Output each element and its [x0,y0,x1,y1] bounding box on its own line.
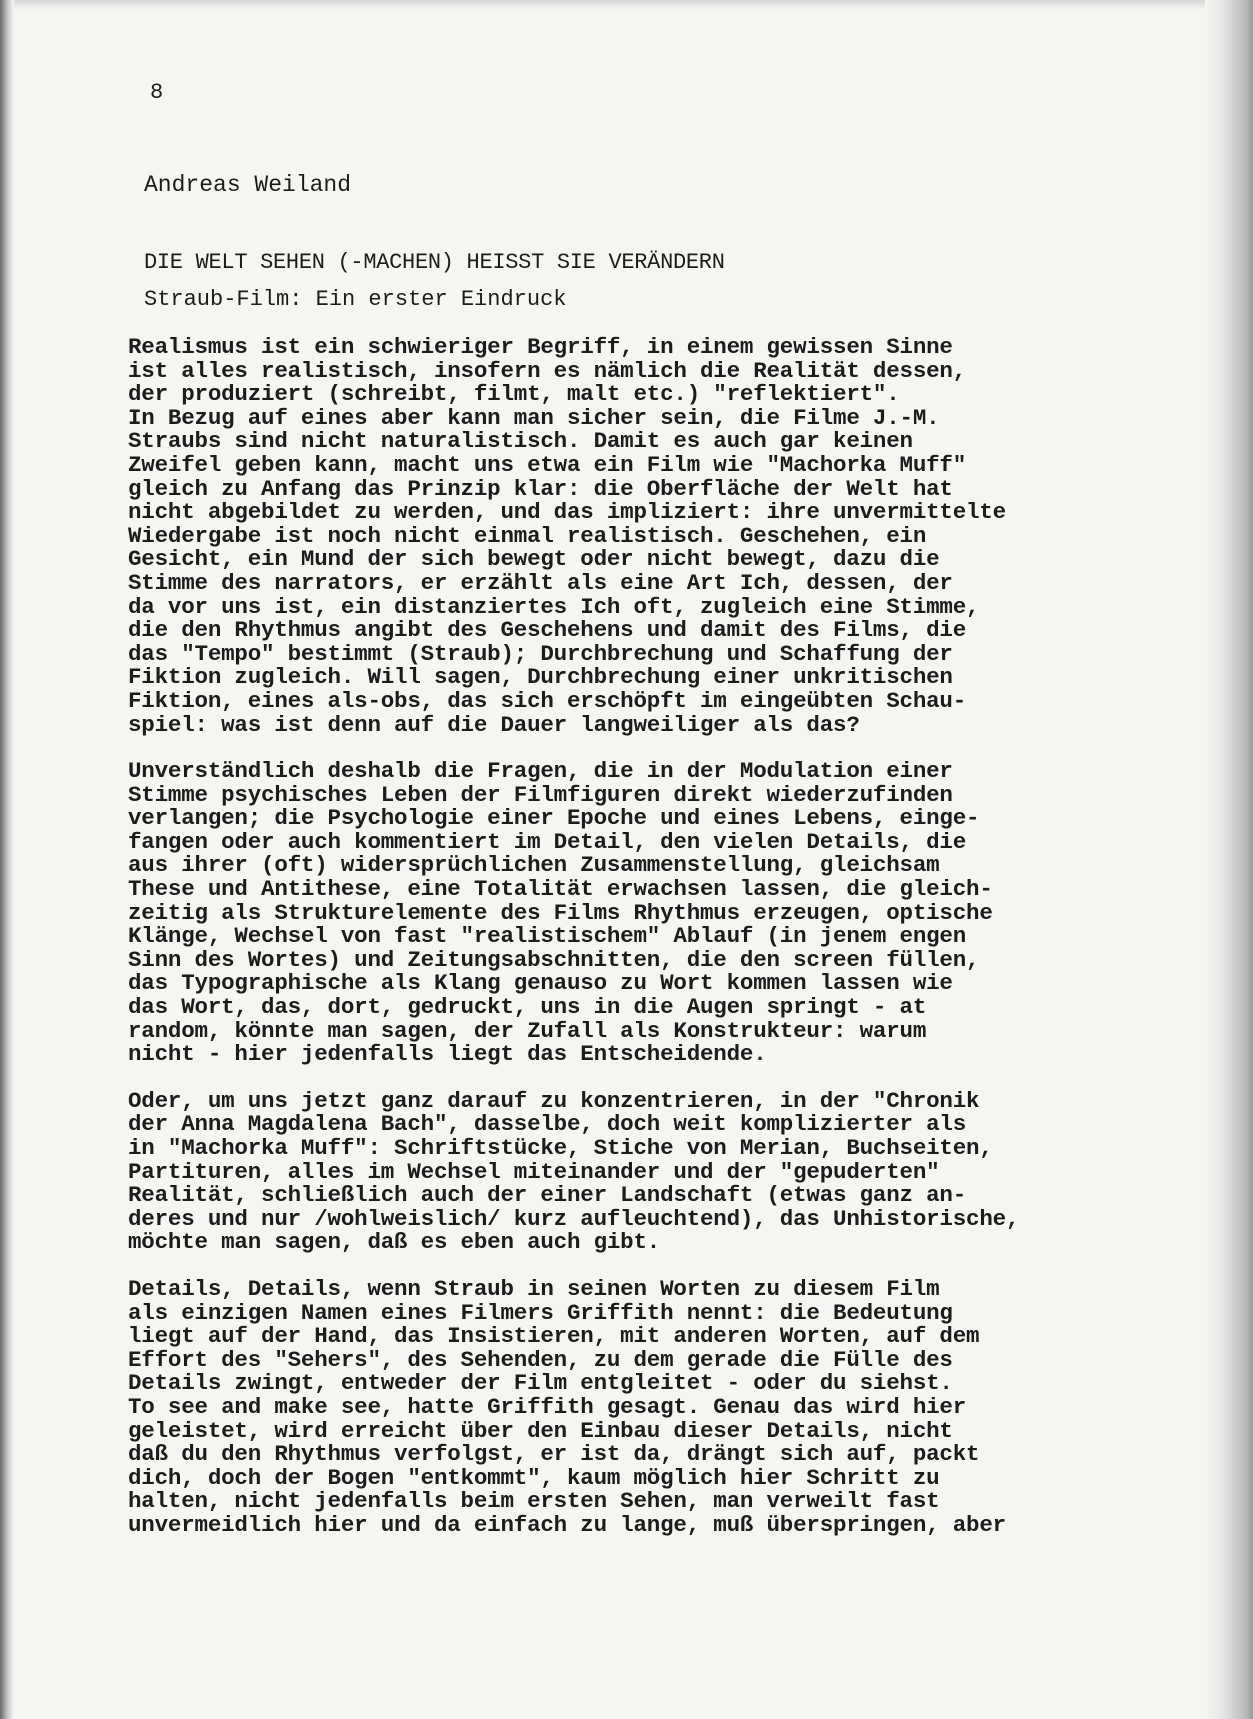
text-line: ist alles realistisch, insofern es nämlich die Realität dessen, [128,357,967,384]
text-line: in "Machorka Muff": Schriftstücke, Stiche von Merian, Buchseiten, [128,1135,993,1161]
text-line: Sinn des Wortes) und Zeitungsabschnitten, die den screen füllen, [128,946,980,973]
text-line: Oder, um uns jetzt ganz darauf zu konzentrieren, in der "Chronik [128,1087,980,1114]
page-number: 8 [150,80,164,105]
text-line: als einzigen Namen eines Filmers Griffith nennt: die Bedeutung [128,1299,953,1326]
text-line: die den Rhythmus angibt des Geschehens und damit des Films, die [128,617,967,644]
text-line: Stimme des narrators, er erzählt als eine Art Ich, dessen, der [128,569,953,596]
text-line: Realität, schließlich auch der einer Landschaft (etwas ganz an- [128,1182,967,1209]
paragraph [128,1087,1208,1256]
text-line: Zweifel geben kann, macht uns etwa ein Film wie "Machorka Muff" [128,451,967,478]
text-line: das "Tempo" bestimmt (Straub); Durchbrechung und Schaffung der [128,640,953,667]
text-line: das Typographische als Klang genauso zu Wort kommen lassen wie [128,970,953,997]
text-line: der produziert (schreibt, filmt, malt etc.) "reflektiert". [128,381,900,408]
text-line: verlangen; die Psychologie einer Epoche und eines Lebens, einge- [128,805,980,832]
text-line: fangen oder auch kommentiert im Detail, den vielen Details, die [128,828,967,855]
text-line: Klänge, Wechsel von fast "realistischem" Ablauf (in jenem engen [128,923,967,950]
text-line: Realismus ist ein schwieriger Begriff, in einem gewissen Sinne [128,334,953,360]
text-line: Unverständlich deshalb die Fragen, die in der Modulation einer [128,758,953,785]
text-line: liegt auf der Hand, das Insistieren, mit anderen Worten, auf dem [128,1323,980,1350]
text-line: Partituren, alles im Wechsel miteinander und der "gepuderten" [128,1158,940,1185]
text-line: Details zwingt, entweder der Film entgleitet - oder du siehst. [128,1370,953,1397]
text-line: dich, doch der Bogen "entkommt", kaum möglich hier Schritt zu [128,1464,940,1491]
article-body [128,336,1208,1561]
text-line: These und Antithese, eine Totalität erwachsen lassen, die gleich- [128,876,993,903]
article-subtitle: Straub-Film: Ein erster Eindruck [144,287,567,312]
text-line: der Anna Magdalena Bach", dasselbe, doch weit komplizierter als [128,1111,967,1138]
article-title: DIE WELT SEHEN (-MACHEN) HEISST SIE VERÄNDERN [144,250,725,275]
text-line: geleistet, wird erreicht über den Einbau dieser Details, nicht [128,1417,953,1444]
text-line: Straubs sind nicht naturalistisch. Damit es auch gar keinen [128,428,913,455]
text-line: aus ihrer (oft) widersprüchlichen Zusammenstellung, gleichsam [128,852,940,879]
text-line: Details, Details, wenn Straub in seinen Worten zu diesem Film [128,1275,940,1302]
paragraph [128,760,1208,1067]
text-line: Gesicht, ein Mund der sich bewegt oder nicht bewegt, dazu die [128,546,940,573]
text-line: Wiedergabe ist noch nicht einmal realistisch. Geschehen, ein [128,522,927,549]
text-line: das Wort, das, dort, gedruckt, uns in die Augen springt - at [128,994,927,1021]
text-line: halten, nicht jedenfalls beim ersten Sehen, man verweilt fast [128,1488,940,1515]
text-line: da vor uns ist, ein distanziertes Ich oft, zugleich eine Stimme, [128,593,980,620]
author-name: Andreas Weiland [144,172,352,198]
text-line: Fiktion zugleich. Will sagen, Durchbrechung einer unkritischen [128,664,953,691]
text-line: daß du den Rhythmus verfolgst, er ist da, drängt sich auf, packt [128,1441,980,1468]
text-line: Stimme psychisches Leben der Filmfiguren direkt wiederzufinden [128,781,953,808]
text-line: random, könnte man sagen, der Zufall als Konstrukteur: warum [128,1017,927,1044]
paragraph [128,336,1208,737]
page-left-shadow [0,0,14,1719]
text-line: Fiktion, eines als-obs, das sich erschöpft im eingeübten Schau- [128,687,967,714]
text-line: nicht - hier jedenfalls liegt das Entscheidende. [128,1041,767,1068]
text-line: Effort des "Sehers", des Sehenden, zu dem gerade die Fülle des [128,1346,953,1373]
text-line: deres und nur /wohlweislich/ kurz aufleuchtend), das Unhistorische, [128,1205,1020,1232]
text-line: zeitig als Strukturelemente des Films Rhythmus erzeugen, optische [128,899,993,926]
text-line: unvermeidlich hier und da einfach zu lange, muß überspringen, aber [128,1511,1006,1538]
text-line: nicht abgebildet zu werden, und das impliziert: ihre unvermittelte [128,499,1006,526]
text-line: möchte man sagen, daß es eben auch gibt. [128,1229,661,1256]
text-line: In Bezug auf eines aber kann man sicher sein, die Filme J.-M. [128,404,940,431]
text-line: spiel: was ist denn auf die Dauer langweiliger als das? [128,711,860,738]
text-line: gleich zu Anfang das Prinzip klar: die Oberfläche der Welt hat [128,475,953,502]
page-right-edge [1205,0,1253,1719]
text-line: To see and make see, hatte Griffith gesagt. Genau das wird hier [128,1393,967,1420]
page-top-edge [0,0,1253,10]
paragraph [128,1275,1208,1538]
